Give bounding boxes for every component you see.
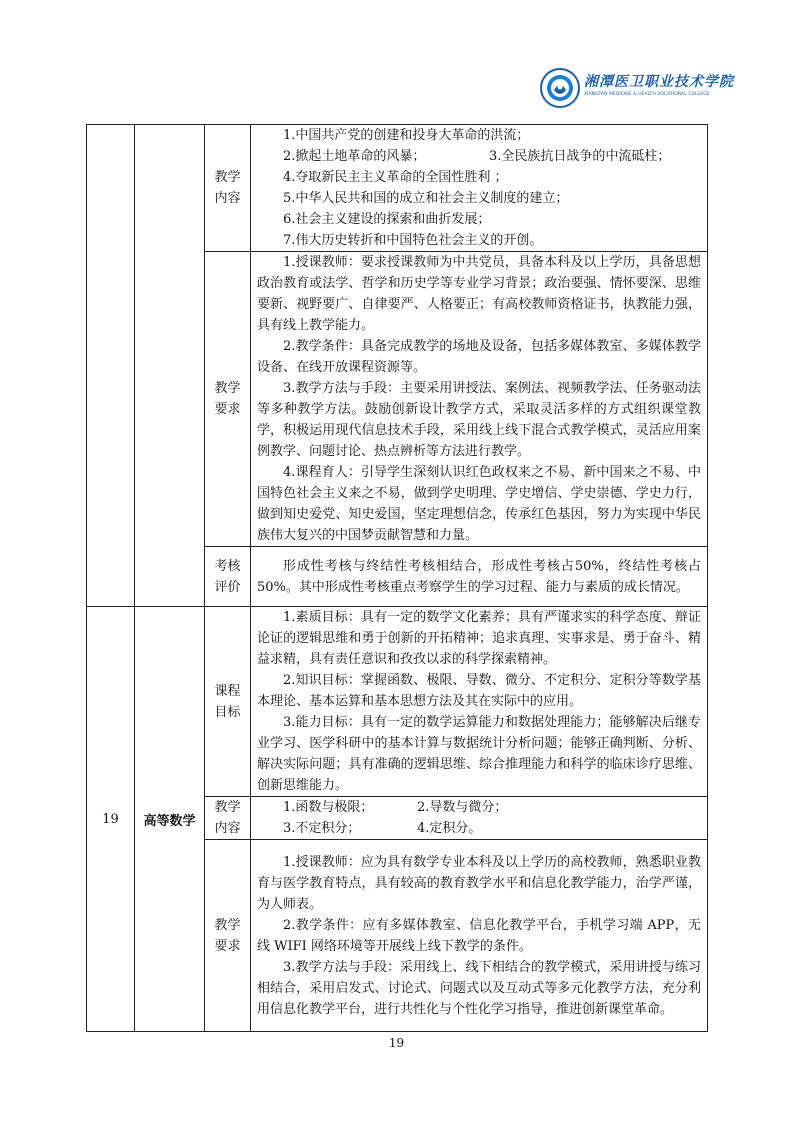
teaching-requirements-cell	[251, 840, 708, 1032]
row-label	[205, 607, 251, 797]
list-item-text: 2.导数与微分；	[417, 800, 508, 815]
list-item	[257, 818, 701, 839]
table-row	[87, 125, 708, 252]
list-item-text: 2.掀起土地革命的风暴；	[283, 149, 426, 164]
teaching-requirements-cell	[251, 252, 708, 547]
row-label-line: 教学	[214, 800, 241, 815]
course-number-cell	[87, 125, 135, 607]
course-name-cell: 高等数学	[135, 607, 205, 1032]
paragraph: 4.课程育人：引导学生深刻认识红色政权来之不易、新中国来之不易、中国特色社会主义来之不易，做到学史明理、学史增信、学史崇德、学史力行，做到知史爱党、知史爱国，坚定理想信念，传承红色基因，努力为实现中华民族伟大复兴的中国梦贡献智慧和力量。	[257, 465, 701, 543]
row-label-line: 评价	[214, 579, 241, 595]
row-label-line: 教学	[214, 381, 241, 396]
paragraph: 3.教学方法与手段：采用线上、线下相结合的教学模式，采用讲授与练习相结合，采用启发式、讨论式、问题式以及互动式等多元化教学方法，充分利用信息化教学平台，进行共性化与个性化学习指导，推进创新课堂革命。	[257, 959, 701, 1017]
paragraph: 1.授课教师：应为具有数学专业本科及以上学历的高校教师，熟悉职业教育与医学教育特点，具有较高的教育教学水平和信息化教学能力，治学严谨，为人师表。	[257, 854, 701, 912]
list-item: 1.中国共产党的创建和投身大革命的洪流；	[283, 128, 530, 143]
course-objectives-cell	[251, 607, 708, 797]
table-row	[87, 607, 708, 797]
row-label	[205, 252, 251, 547]
list-item: 7.伟大历史转折和中国特色社会主义的开创。	[283, 233, 543, 248]
list-item-text: 4.定积分。	[417, 821, 482, 836]
list-item-text: 1.函数与极限；	[283, 800, 374, 815]
row-label-line: 教学	[214, 917, 241, 933]
paragraph: 1.授课教师：要求授课教师为中共党员，具备本科及以上学历，具备思想政治教育或法学、哲学和历史学等专业学习背景；政治要强、情怀要深、思维要新、视野要广、自律要严、人格要正；有高校教师资格证书，执教能力强，具有线上教学能力。	[257, 255, 701, 333]
paragraph: 2.教学条件：应有多媒体教室、信息化教学平台，手机学习端 APP，无线 WIFI 网络环境等开展线上线下教学的条件。	[257, 917, 701, 954]
course-name-cell	[135, 125, 205, 607]
course-number-cell: 19	[87, 607, 135, 1032]
paragraph: 形成性考核与终结性考核相结合，形成性考核占50%，终结性考核占50%。其中形成性考核重点考察学生的学习过程、能力与素质的成长情况。	[257, 558, 701, 595]
row-label-line: 目标	[214, 704, 241, 720]
list-item-text: 3.不定积分；	[283, 821, 361, 836]
row-label	[205, 840, 251, 1032]
row-label-line: 教学	[214, 170, 241, 185]
college-name-en: XIANGTAN MEDICINE & HEALTH VOCATIONAL COLLEGE	[584, 92, 710, 97]
college-logo	[540, 68, 734, 110]
row-label-line: 要求	[214, 938, 241, 954]
teaching-content-cell	[251, 797, 708, 840]
paragraph: 1.素质目标：具有一定的数学文化素养；具有严谨求实的科学态度、辩证论证的逻辑思维和勇于创新的开拓精神；追求真理、实事求是、勇于奋斗、精益求精，具有责任意识和孜孜以求的科学探索精神。	[257, 610, 701, 667]
list-item: 5.中华人民共和国的成立和社会主义制度的建立；	[283, 191, 569, 206]
row-label	[205, 125, 251, 252]
row-label	[205, 547, 251, 607]
row-label-line: 考核	[214, 558, 241, 574]
list-item: 6.社会主义建设的探索和曲折发展；	[283, 212, 491, 227]
teaching-content-cell	[251, 125, 708, 252]
row-label-line: 内容	[214, 821, 241, 836]
list-item	[257, 797, 701, 818]
row-label-line: 课程	[214, 683, 241, 699]
assessment-cell	[251, 547, 708, 607]
page-number: 19	[388, 1036, 405, 1050]
list-item: 4.夺取新民主主义革命的全国性胜利 ；	[283, 170, 508, 185]
paragraph: 2.知识目标：掌握函数、极限、导数、微分、不定积分、定积分等数学基本理论、基本运算和基本思想方法及其在实际中的应用。	[257, 673, 701, 709]
college-name-cn: 湘潭医卫职业技术学院	[584, 74, 734, 90]
course-table	[86, 124, 708, 1032]
list-item	[257, 146, 701, 167]
paragraph: 2.教学条件：具备完成教学的场地及设备，包括多媒体教室、多媒体教学设备、在线开放课程资源等。	[257, 339, 701, 375]
paragraph: 3.教学方法与手段：主要采用讲授法、案例法、视频教学法、任务驱动法等多种教学方法。鼓励创新设计教学方式，采取灵活多样的方式组织课堂教学，积极运用现代信息技术手段，采用线上线下混合式教学模式，灵活应用案例教学、问题讨论、热点辨析等方法进行教学。	[257, 381, 701, 459]
list-item-text: 3.全民族抗日战争的中流砥柱；	[489, 149, 671, 164]
college-emblem-icon	[540, 68, 580, 108]
paragraph: 3.能力目标：具有一定的数学运算能力和数据处理能力；能够解决后继专业学习、医学科研中的基本计算与数据统计分析问题；能够正确判断、分析、解决实际问题；具有准确的逻辑思维、综合推理能力和科学的临床诊疗思维、创新思维能力。	[257, 715, 701, 793]
row-label-line: 要求	[214, 402, 241, 417]
row-label-line: 内容	[214, 191, 241, 206]
row-label	[205, 797, 251, 840]
